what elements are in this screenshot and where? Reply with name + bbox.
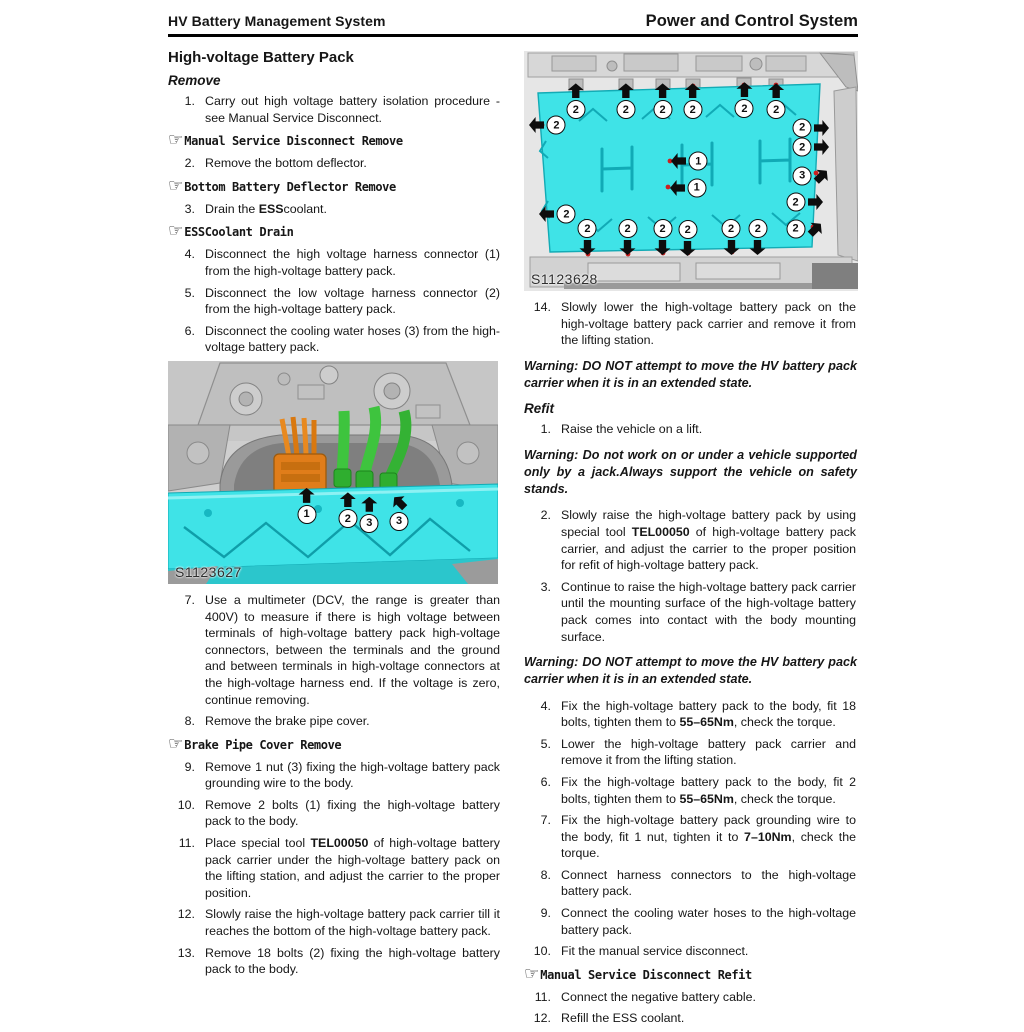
step-text (205, 713, 501, 730)
page-header (168, 12, 858, 31)
callout-number: 1 (687, 178, 706, 197)
text-run: of high-voltage battery pack carrier, and adjust the carrier to the proper position for refit of high-voltage battery pack. (561, 524, 856, 573)
procedure-step (524, 812, 857, 862)
procedure-step (524, 774, 857, 807)
callout-arrow-icon (723, 240, 739, 255)
text-run: Connect the cooling water hoses to the high-voltage battery pack. (561, 906, 856, 937)
callout-number: 2 (735, 99, 754, 118)
callout-number: 2 (653, 219, 672, 238)
text-run: , check the torque. (733, 791, 836, 806)
callout-arrow-icon (670, 180, 685, 196)
callout-arrow-icon (568, 83, 584, 98)
procedure-step (524, 943, 857, 960)
step-text (205, 945, 501, 978)
bolt-callout-2 (683, 83, 702, 119)
subsection-heading: Refit (524, 401, 554, 417)
callout-number: 2 (547, 116, 566, 135)
cross-reference-link[interactable] (168, 733, 501, 754)
step-text (205, 201, 501, 218)
text-run: Slowly raise the high-voltage battery pack carrier till it reaches the bottom of the high-voltage battery pack. (205, 907, 500, 939)
text-run: Warning: DO NOT attempt to move the HV battery pack carrier when it is in an extended state. (524, 358, 857, 390)
text-run: Lower the high-voltage battery pack carrier and remove it from the lifting station. (561, 736, 856, 768)
callout-number: 2 (566, 100, 585, 119)
step-text (205, 906, 501, 939)
callout-arrow-icon (655, 83, 671, 98)
cross-reference-link[interactable] (168, 130, 501, 151)
callout-arrow-icon (620, 240, 636, 255)
bolt-callout-1 (669, 178, 706, 197)
bolt-callout-3 (793, 166, 830, 185)
callout-arrow-icon (750, 240, 766, 255)
link-label: Bottom Battery Deflector Remove (184, 179, 396, 194)
callout-number: 2 (683, 100, 702, 119)
text-run: Carry out high voltage battery isolation procedure - see Manual Service Disconnect. (205, 94, 500, 125)
step-text (561, 421, 857, 438)
bolt-callout-2 (793, 138, 830, 157)
callout-number: 2 (786, 219, 805, 238)
callout-arrow-icon (680, 241, 696, 256)
text-run: Remove 1 nut (3) fixing the high-voltage battery pack grounding wire to the body. (205, 759, 500, 791)
step-number: 4. (184, 247, 195, 262)
step-text (561, 905, 857, 938)
figure-s1123628 (524, 51, 858, 291)
callout-number: 2 (748, 219, 767, 238)
bolt-callout-1 (671, 152, 708, 171)
step-number: 6. (184, 323, 195, 338)
step-number: 12. (533, 1011, 551, 1026)
bolt-callout-2 (566, 83, 585, 119)
step-text (205, 759, 501, 792)
procedure-step (168, 93, 501, 126)
step-number: 2. (540, 508, 551, 523)
procedure-step (168, 906, 501, 939)
procedure-step (168, 155, 501, 172)
figure-label: S1123627 (175, 563, 242, 580)
pointing-hand-icon: ☞ (168, 175, 184, 196)
step-text (205, 323, 501, 356)
text-run: of high-voltage battery pack carrier under the high-voltage battery pack on the lifting station, and adjust the carrier to the proper position. (205, 836, 500, 900)
right-column (524, 47, 857, 1032)
procedure-step (524, 1010, 857, 1027)
callout-arrow-icon (814, 120, 829, 136)
text-run: Warning: DO NOT attempt to move the HV battery pack carrier when it is in an extended state. (524, 655, 857, 687)
step-number: 5. (540, 736, 551, 751)
procedure-step (524, 905, 857, 938)
figure-s1123627 (168, 361, 498, 584)
step-text (561, 774, 857, 807)
callout-arrow-icon (299, 488, 315, 503)
step-number: 10. (177, 797, 195, 812)
text-run: Warning: Do not work on or under a vehicle supported only by a jack.Always support the vehicle on safety stands. (524, 447, 857, 497)
text-run: Fix the high-voltage battery pack grounding wire to the body, fit 1 nut, tighten it to (561, 813, 856, 844)
callout-arrow-icon (579, 240, 595, 255)
step-text (205, 797, 501, 830)
bolt-callout-1 (297, 488, 316, 524)
procedure-step (524, 421, 857, 438)
callout-arrow-icon (671, 153, 686, 169)
step-number: 11. (178, 836, 195, 851)
step-text (561, 1010, 857, 1027)
bolt-callout-2 (618, 219, 637, 255)
step-number: 8. (540, 867, 551, 882)
text-run: Raise the vehicle on a lift. (561, 422, 703, 437)
emphasized-text: ESS (258, 201, 284, 216)
text-run: Disconnect the high voltage harness connector (1) from the high-voltage battery pack. (205, 247, 500, 278)
warning-text (524, 654, 857, 688)
callout-number: 2 (653, 100, 672, 119)
callout-number: 1 (297, 505, 316, 524)
bolt-callout-2 (748, 219, 767, 255)
step-number: 13. (177, 945, 195, 960)
step-text (205, 246, 501, 279)
header-title-right: Power and Control System (645, 12, 858, 30)
procedure-step (168, 945, 501, 978)
callout-number: 3 (390, 512, 409, 531)
emphasized-text: 55–65Nm (679, 791, 734, 806)
callout-number: 2 (722, 219, 741, 238)
bolt-callout-2 (786, 193, 823, 212)
step-text (205, 835, 501, 901)
header-title-left: HV Battery Management System (168, 13, 386, 29)
header-rule (168, 34, 858, 37)
text-run: Disconnect the cooling water hoses (3) from the high-voltage battery pack. (205, 323, 500, 355)
procedure-step (524, 507, 857, 573)
bolt-callout-2 (678, 220, 697, 256)
figure-label: S1123628 (531, 271, 598, 287)
left-column (168, 47, 501, 983)
step-number: 9. (184, 759, 195, 774)
step-number: 10. (533, 944, 551, 959)
emphasized-text: 7–10Nm (744, 829, 792, 844)
bolt-callout-2 (616, 83, 635, 119)
warning-text (524, 447, 857, 499)
pointing-hand-icon: ☞ (524, 963, 540, 984)
procedure-step (524, 736, 857, 769)
link-label: Manual Service Disconnect Remove (184, 134, 403, 149)
bolt-callout-2 (786, 219, 823, 238)
cross-reference-link[interactable] (524, 963, 857, 984)
bolt-callout-2 (578, 219, 597, 255)
callout-arrow-icon (618, 83, 634, 98)
callout-arrow-icon (768, 83, 784, 98)
step-number: 3. (184, 201, 195, 216)
text-run: Slowly raise the high-voltage battery pack by using special tool (561, 508, 856, 539)
step-number: 1. (540, 422, 551, 437)
section-title: High-voltage Battery Pack (168, 49, 354, 66)
callout-arrow-icon (811, 165, 833, 187)
bolt-callout-2 (735, 82, 754, 118)
procedure-step (168, 592, 501, 708)
step-text (561, 989, 857, 1006)
emphasized-text: TEL00050 (631, 524, 690, 539)
step-number: 4. (540, 698, 551, 713)
step-text (561, 867, 857, 900)
step-text (205, 155, 501, 172)
procedure-step (524, 989, 857, 1006)
text-run: Connect the negative battery cable. (561, 989, 756, 1004)
step-text (561, 299, 857, 349)
text-run: Drain the (205, 201, 259, 216)
bolt-callout-2 (767, 83, 786, 119)
step-text (205, 285, 501, 318)
callout-arrow-icon (655, 240, 671, 255)
procedure-step (168, 201, 501, 218)
callout-number: 2 (618, 219, 637, 238)
bolt-callout-2 (722, 219, 741, 255)
step-text (561, 943, 857, 960)
step-text (561, 579, 857, 645)
emphasized-text: TEL00050 (310, 836, 369, 851)
text-run: , check the torque. (561, 829, 856, 861)
step-text (205, 592, 501, 708)
procedure-step (168, 835, 501, 901)
step-text (561, 736, 857, 769)
callout-number: 2 (793, 118, 812, 137)
callout-arrow-icon (539, 206, 554, 222)
bolt-callout-3 (360, 497, 379, 533)
text-run: Connect harness connectors to the high-voltage battery pack. (561, 867, 856, 899)
text-run: Refill the ESS coolant. (561, 1011, 685, 1026)
bolt-callout-2 (529, 116, 566, 135)
step-number: 7. (184, 592, 195, 607)
callout-arrow-icon (340, 492, 356, 507)
callout-arrow-icon (388, 491, 410, 513)
step-number: 12. (177, 907, 195, 922)
pointing-hand-icon: ☞ (168, 733, 184, 754)
text-run: Remove the bottom deflector. (205, 156, 367, 171)
procedure-step (524, 698, 857, 731)
step-number: 9. (540, 906, 551, 921)
procedure-step (168, 323, 501, 356)
emphasized-text: 55–65Nm (679, 715, 734, 730)
pointing-hand-icon: ☞ (168, 130, 184, 151)
callout-arrow-icon (814, 139, 829, 155)
text-run: Slowly lower the high-voltage battery pack on the high-voltage battery pack carrier and remove it from the lifting station. (561, 300, 856, 348)
subsection-heading: Remove (168, 73, 221, 88)
procedure-step (524, 867, 857, 900)
callout-arrow-icon (736, 82, 752, 97)
callout-arrow-icon (808, 194, 823, 210)
page-content (168, 12, 858, 1032)
link-label: ESSCoolant Drain (184, 225, 294, 240)
step-text (561, 507, 857, 573)
step-number: 5. (184, 285, 195, 300)
text-run: Disconnect the low voltage harness connector (2) from the high-voltage battery pack. (205, 285, 500, 317)
text-run: coolant. (283, 201, 327, 216)
callout-number: 1 (689, 152, 708, 171)
bolt-callout-2 (539, 205, 576, 224)
step-number: 14. (533, 300, 551, 314)
bolt-callout-2 (653, 219, 672, 255)
step-number: 6. (540, 774, 551, 789)
step-number: 2. (184, 156, 195, 171)
step-text (561, 812, 857, 862)
text-run: Place special tool (205, 836, 311, 851)
callout-number: 2 (616, 100, 635, 119)
procedure-step (168, 713, 501, 730)
text-run: Fix the high-voltage battery pack to the body, fit 18 bolts, tighten them to (561, 698, 856, 730)
cross-reference-link[interactable] (168, 175, 501, 196)
procedure-step (168, 285, 501, 318)
bolt-callout-2 (793, 118, 830, 137)
step-number: 7. (540, 813, 551, 828)
callout-number: 3 (793, 166, 812, 185)
bolt-callout-3 (390, 495, 409, 531)
text-run: Continue to raise the high-voltage battery pack carrier until the mounting surface of the high-voltage battery pack comes into contact with the body mounting surface. (561, 579, 856, 644)
link-label: Brake Pipe Cover Remove (184, 737, 342, 752)
callout-arrow-icon (685, 83, 701, 98)
connector-illustration (168, 361, 498, 584)
callout-arrow-icon (361, 497, 377, 512)
step-number: 8. (184, 714, 195, 729)
text-run: Remove 18 bolts (2) fixing the high-voltage battery pack to the body. (205, 945, 500, 977)
two-column-layout (168, 47, 858, 1032)
callout-number: 2 (767, 100, 786, 119)
warning-text (524, 358, 857, 392)
callout-number: 3 (360, 514, 379, 533)
callout-arrow-icon (529, 117, 544, 133)
callout-number: 2 (793, 138, 812, 157)
text-run: Fit the manual service disconnect. (561, 944, 749, 959)
text-run: Remove 2 bolts (1) fixing the high-voltage battery pack to the body. (205, 797, 500, 829)
step-number: 11. (534, 989, 551, 1004)
text-run: Use a multimeter (DCV, the range is greater than 400V) to measure if there is high voltage between terminals of high-voltage battery pack high-voltage connectors, between the terminals and the ground and between terminals in high-voltage connectors at the high-voltage harness end. If the voltage is zero, continue removing. (205, 592, 500, 707)
cross-reference-link[interactable] (168, 221, 501, 242)
procedure-step (524, 299, 857, 349)
pointing-hand-icon: ☞ (168, 221, 184, 242)
step-text (205, 93, 501, 126)
step-text (561, 698, 857, 731)
procedure-step (168, 246, 501, 279)
text-run: Remove the brake pipe cover. (205, 714, 370, 729)
procedure-step (524, 579, 857, 645)
procedure-step (168, 759, 501, 792)
callout-number: 2 (557, 205, 576, 224)
bolt-callout-2 (338, 492, 357, 528)
callout-arrow-icon (804, 218, 826, 240)
callout-number: 2 (578, 219, 597, 238)
callout-number: 2 (786, 193, 805, 212)
text-run: Fix the high-voltage battery pack to the body, fit 2 bolts, tighten them to (561, 774, 856, 806)
callout-number: 2 (678, 220, 697, 239)
procedure-step (168, 797, 501, 830)
step-number: 1. (184, 94, 195, 108)
link-label: Manual Service Disconnect Refit (540, 967, 752, 982)
bolt-callout-2 (653, 83, 672, 119)
step-number: 3. (540, 579, 551, 594)
callout-number: 2 (338, 509, 357, 528)
text-run: , check the torque. (733, 715, 836, 730)
